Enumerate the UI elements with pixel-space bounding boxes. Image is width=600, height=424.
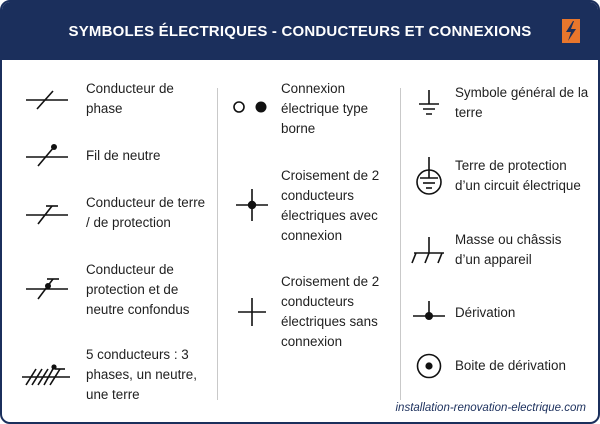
chassis-ground-symbol-icon — [411, 235, 447, 267]
crossing-without-connection-symbol-icon — [237, 297, 267, 327]
earth-general-symbol-icon — [416, 88, 442, 118]
crossing-with-connection-symbol-icon — [235, 188, 269, 222]
label-crossing-without-connection: Croisement de 2 conducteurs électriques sans connexion — [281, 274, 380, 349]
label-terminal-connection: Connexion électrique type borne — [281, 81, 369, 136]
junction-box-symbol-icon — [415, 352, 443, 380]
label-chassis-ground: Masse ou châssis d’un appareil — [455, 232, 562, 267]
label-phase-conductor: Conducteur de phase — [86, 81, 174, 116]
website-footer: installation-renovation-electrique.com — [395, 402, 586, 414]
label-five-conductors: 5 conducteurs : 3 phases, un neutre, une terre — [86, 347, 197, 402]
earth-conductor-symbol-icon — [24, 201, 70, 227]
neutral-wire-symbol-icon — [24, 142, 70, 168]
label-earth-general: Symbole général de la terre — [455, 85, 589, 120]
label-protective-earth: Terre de protection d’un circuit électrique — [455, 158, 581, 193]
label-earth-conductor: Conducteur de terre / de protection — [86, 195, 206, 230]
label-protection-neutral-combined: Conducteur de protection et de neutre confondus — [86, 262, 190, 317]
branch-junction-symbol-icon — [412, 299, 446, 325]
terminal-connection-symbol-icon — [231, 98, 271, 116]
column-divider-2 — [400, 88, 401, 400]
header-banner — [2, 2, 598, 60]
page-title: SYMBOLES ÉLECTRIQUES - CONDUCTEURS ET CONNEXIONS — [68, 22, 532, 40]
five-conductors-symbol-icon — [20, 362, 72, 388]
phase-conductor-symbol-icon — [24, 88, 70, 112]
lightning-bolt-logo-icon — [562, 19, 580, 43]
protective-earth-symbol-icon — [413, 156, 445, 196]
label-crossing-with-connection: Croisement de 2 conducteurs électriques avec connexion — [281, 168, 380, 243]
label-neutral-wire: Fil de neutre — [86, 148, 161, 163]
label-junction-box: Boite de dérivation — [455, 358, 566, 373]
protection-neutral-combined-symbol-icon — [24, 274, 70, 302]
label-branch-junction: Dérivation — [455, 305, 516, 320]
column-divider-1 — [217, 88, 218, 400]
